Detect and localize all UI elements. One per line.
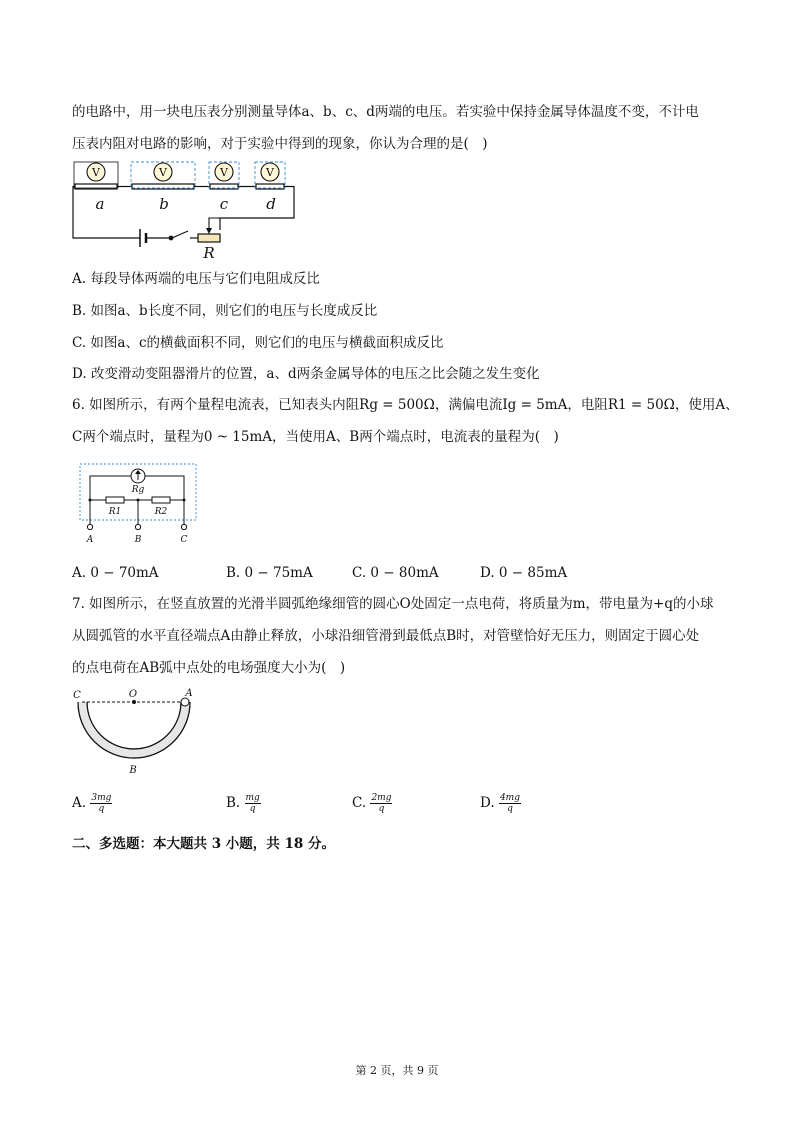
terminal-A [87,524,92,529]
q6-circuit-figure [76,462,200,546]
q7-semicircle-figure [70,688,200,778]
terminal-B [135,524,140,529]
q5-option-d: D. 改变滑动变阻器滑片的位置，a、d两条金属导体的电压之比会随之发生变化 [72,366,540,382]
q5-option-c: C. 如图a、c的横截面积不同，则它们的电压与横截面积成反比 [72,335,444,351]
label-C: C [180,535,188,545]
q5-option-b: B. 如图a、b长度不同，则它们的电压与长度成反比 [72,303,378,319]
q7-text-line-2: 从圆弧管的水平直径端点A由静止释放，小球沿细管滑到最低点B时，对管壁恰好无压力，则固定于圆心处 [72,628,700,644]
voltmeter-d-label: V [266,166,274,179]
label-C: C [73,690,81,701]
ball [181,698,189,706]
page-footer: 第 2 页，共 9 页 [355,1064,439,1077]
label-a: a [95,195,105,213]
q7-option-a: A. $\frac{3mg}{q}$ [72,793,112,814]
label-B: B [134,535,142,545]
point-charge-O [132,700,136,704]
label-R: R [203,244,215,262]
rheostat [198,234,220,242]
q6-option-c: C. 0 − 80mA [352,565,439,581]
label-Rg: Rg [131,485,145,495]
q7-text-line-3: 的点电荷在AB弧中点处的电场强度大小为( ) [72,660,346,676]
voltmeter-a-label: V [92,166,100,179]
label-B: B [129,765,137,776]
voltmeter-b-label: V [159,166,167,179]
label-c: c [219,195,229,213]
q5-circuit-figure [70,158,300,262]
q6-option-d: D. 0 − 85mA [480,565,568,581]
label-d: d [266,195,276,213]
q6-text-line-2: C两个端点时，量程为0 ~ 15mA，当使用A、B两个端点时，电流表的量程为( ) [72,429,559,445]
label-O: O [128,689,138,700]
q6-text-line-1: 6. 如图所示，有两个量程电流表，已知表头内阻Rg = 500Ω，满偏电流Ig = 5mA，电阻R1 = 50Ω，使用A、 [72,397,739,413]
q7-option-c: C. $\frac{2mg}{q}$ [352,793,392,814]
terminal-C [181,524,186,529]
section-heading-multiple-choice: 二、多选题：本大题共 3 小题，共 18 分。 [72,836,335,852]
q5-text-line-1: 的电路中，用一块电压表分别测量导体a、b、c、d两端的电压。若实验中保持金属导体温度不变，不计电 [72,104,699,120]
q7-text-line-1: 7. 如图所示，在竖直放置的光滑半圆弧绝缘细管的圆心O处固定一点电荷，将质量为m，带电量为+q的小球 [72,596,714,612]
resistor-R2 [152,497,170,503]
q6-option-a: A. 0 − 70mA [72,565,159,581]
label-R1: R1 [108,507,122,517]
q6-option-b: B. 0 − 75mA [226,565,313,581]
q7-option-d: D. $\frac{4mg}{q}$ [480,793,520,814]
label-b: b [159,195,169,213]
label-A: A [86,535,94,545]
label-A: A [185,688,193,699]
q7-option-b: B. $\frac{mg}{q}$ [226,793,260,814]
label-R2: R2 [154,507,168,517]
q5-text-line-2: 压表内阻对电路的影响，对于实验中得到的现象，你认为合理的是( ) [72,136,488,152]
q5-option-a: A. 每段导体两端的电压与它们电阻成反比 [72,271,320,287]
voltmeter-c-label: V [220,166,228,179]
resistor-R1 [106,497,124,503]
